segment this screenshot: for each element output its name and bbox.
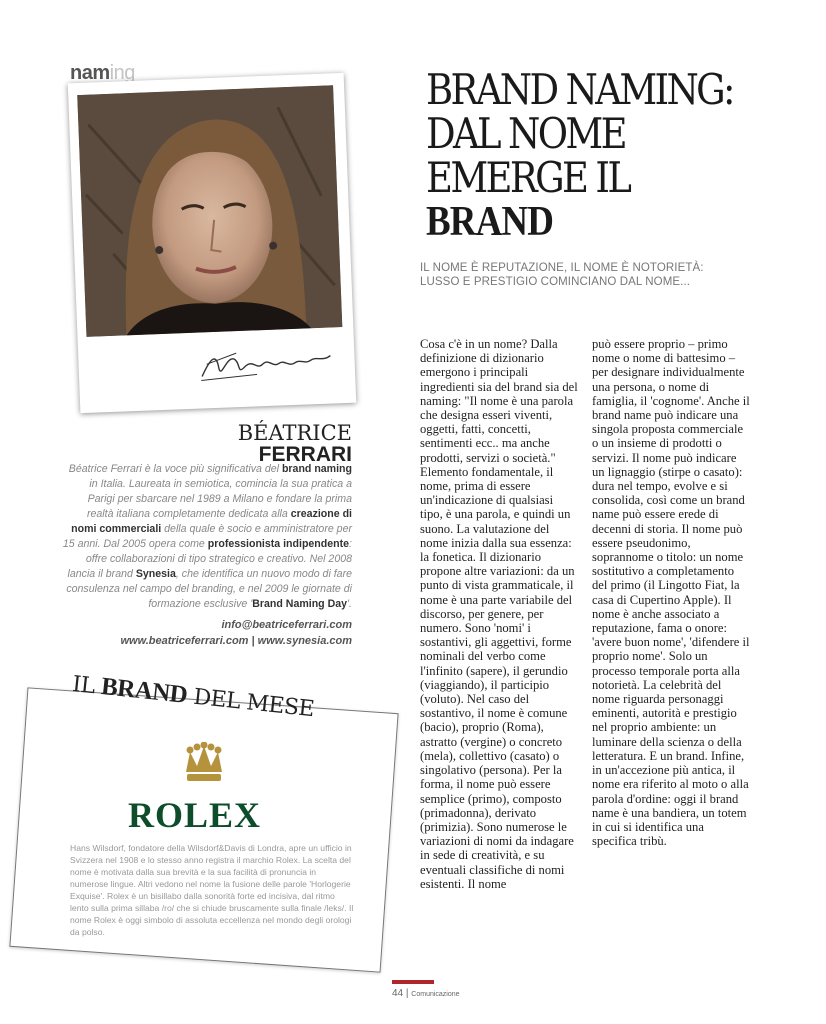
article-column-2: può essere proprio – primo nome o nome di battesimo – per designare individualmente una persona, o nome di famiglia, il 'cognome'. Anche il brand name può indicare una singola proposta commerciale o un insieme di prodotti o servizi. Il nome può indicare un lignaggio (stirpe o casato): dura nel tempo, evolve e si consolida, così come un brand name può essere erede di decenni di storia. Il nome può essere pseudonimo, soprannome o titolo: un nome sostitutivo a completamento del primo (il Lingotto Fiat, la casa di Cupertino Apple). Il nome è anche associato a reputazione, fama o onore: 'avere buon nome', 'difendere il proprio nome'. Solo un processo temporale porta alla notorietà. La celebrità del nome riguarda personaggi eminenti, autorità e prestigio nel proprio ambiente: un luminare della scienza o della letteratura. E un brand. Infine, in un'accezione più antica, il nome era riferito al moto o alla parola d'ordine: oggi il brand name è una bandiera, un totem in cui si identifica una specifica tribù. [592,337,750,849]
author-photo [77,85,342,337]
rolex-crown-icon [180,742,228,786]
author-websites[interactable]: www.beatriceferrari.com | www.synesia.com [120,635,352,647]
author-bio: Béatrice Ferrari è la voce più significativa del brand naming in Italia. Laureata in semiotica, comincia la sua pratica a Parigi per sbarcare nel 1989 a Milano e fondare la prima realtà italiana completamente dedicata alla creazione di nomi commerciali della quale è socio e amministratore per 15 anni. Dal 2005 opera come professionista indipendente: offre collaborazioni di tipo strategico e creativo. Nel 2008 lancia il brand Synesia, che identifica un nuovo modo di fare consulenza nel campo del branding, e nel 2009 le giornate di formazione esclusive 'Brand Naming Day'. [62,463,352,610]
article-column-1: Cosa c'è in un nome? Dalla definizione di dizionario emergono i principali ingredienti sia del brand sia del naming: "Il nome è una parola che designa esseri viventi, oggetti, fatti, concetti, sentimenti ecc.. ma anche prodotti, servizi o società." Elemento fondamentale, il nome, prima di essere un'indicazione di qualsiasi tipo, è una parola, e quindi un suono. La valutazione del nome inizia dalla sua essenza: la fonetica. Il dizionario propone altre variazioni: da un punto di vista grammaticale, il nome è una parte variabile del discorso, per genere, per numero. Sono 'nomi' i sostantivi, gli aggettivi, forme nominali del verbo come l'infinito (sapere), il gerundio (viaggiando), il participio (voluto). Nel caso del sostantivo, il nome è comune (bacio), proprio (Roma), astratto (vergine) o concreto (mela), collettivo (casato) o singolativo (persona). Per la forma, il nome può essere semplice (primo), composto (primadonna), derivato (primizia). Sono numerose le variazioni di nomi da indagare in sede di creatività, e su eventuali classifiche di nomi esistenti. Il nome [420,337,578,891]
author-polaroid [68,73,356,413]
author-name: BÉATRICE FERRARI [237,421,352,466]
article-subtitle: IL NOME È REPUTAZIONE, IL NOME È NOTORIETÀ: LUSSO E PRESTIGIO COMINCIANO DAL NOME... [420,262,704,288]
rolex-logo: ROLEX [128,795,262,835]
article-title: BRAND NAMING: DAL NOME EMERGE IL BRAND [426,65,733,245]
page-footer: 44 | Comunicazione [392,988,460,999]
brand-of-month-heading: IL BRAND DEL MESE [71,671,316,723]
author-email[interactable]: info@beatriceferrari.com [221,619,352,631]
page-number: 44 [392,988,404,999]
section-tag: naming [70,62,135,84]
footer-accent-bar [392,980,434,984]
magazine-name: Comunicazione [411,991,460,998]
brand-description: Hans Wilsdorf, fondatore della Wilsdorf&Davis di Londra, apre un ufficio in Svizzera nel 1908 e lo stesso anno registra il marchio Rolex. La scelta del nome è motivata dalla sua brevità e la sua facilità di pronuncia in numerose lingue. Altri vedono nel nome la fusione delle parole 'Horlogerie Exquise'. Rolex è un bisillabo dalla sonorità forte ed incisiva, dal ritmo lento sulla prima sillaba /ro/ che si chiude bruscamente sulla finale /leks/. Il nome Rolex è oggi simbolo di assoluta eccellenza nel mondo degli orologi da polso. [70,843,354,937]
author-contact [62,617,352,649]
author-signature [196,341,337,386]
